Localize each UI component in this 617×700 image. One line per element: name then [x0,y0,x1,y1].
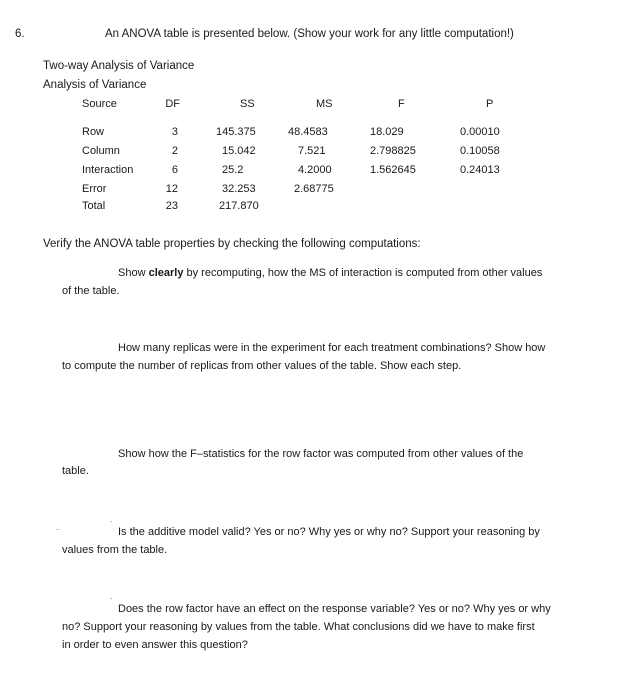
question-1-line-2: of the table. [62,285,120,297]
cell-source: Row [82,126,105,138]
cell-source: Column [82,145,120,157]
cell-source: Error [82,183,107,195]
cell-p: 0.10058 [460,145,500,157]
cell-ss: 25.2 [222,164,244,176]
cell-p: 0.00010 [460,126,500,138]
question-5-line-3: in order to even answer this question? [62,639,248,651]
cell-ss: 217.870 [219,200,259,212]
cell-ms: 48.4583 [288,126,328,138]
cell-ss: 145.375 [216,126,256,138]
question-2-line-1: How many replicas were in the experiment for each treatment combinations? Show how [118,342,546,354]
header-ss: SS [240,98,255,110]
question-1-line-1: Show clearly by recomputing, how the MS of interaction is computed from other values [118,267,543,279]
table-subheading: Analysis of Variance [43,79,147,91]
header-ms: MS [316,98,333,110]
question-3-line-2: table. [62,465,89,477]
intro-text: An ANOVA table is presented below. (Show your work for any little computation!) [105,28,514,40]
cell-df: 23 [165,200,178,212]
cell-p: 0.24013 [460,164,500,176]
tick-mark: ` [110,520,113,530]
cell-source: Total [82,200,106,212]
ellipsis-mark: .. [55,522,61,532]
header-p: P [486,98,494,110]
question-4-line-2: values from the table. [62,544,168,556]
question-4-line-1: Is the additive model valid? Yes or no? Why yes or why no? Support your reasoning by [118,526,540,538]
question-2-line-2: to compute the number of replicas from other values of the table. Show each step. [62,360,462,372]
tick-mark: ` [110,597,113,607]
cell-f: 1.562645 [370,164,416,176]
verify-instruction: Verify the ANOVA table properties by checking the following computations: [43,238,421,250]
cell-ms: 2.68775 [294,183,334,195]
cell-df: 6 [171,164,178,176]
cell-f: 2.798825 [370,145,416,157]
cell-f: 18.029 [370,126,404,138]
cell-df: 2 [171,145,178,157]
cell-ms: 4.2000 [298,164,332,176]
question-number: 6. [15,28,25,40]
question-3-line-1: Show how the F–statistics for the row factor was computed from other values of the [118,448,524,460]
cell-source: Interaction [82,164,134,176]
table-heading: Two-way Analysis of Variance [43,60,195,72]
cell-ss: 32.253 [222,183,256,195]
cell-ms: 7.521 [298,145,326,157]
cell-df: 12 [165,183,178,195]
emphasis-clearly: clearly [148,267,184,279]
header-source: Source [82,98,117,110]
header-df: DF [165,98,180,110]
cell-ss: 15.042 [222,145,256,157]
header-f: F [398,98,405,110]
question-5-line-2: no? Support your reasoning by values from the table. What conclusions did we have to make first [62,621,535,633]
question-5-line-1: Does the row factor have an effect on the response variable? Yes or no? Why yes or why [118,603,551,615]
cell-df: 3 [171,126,178,138]
